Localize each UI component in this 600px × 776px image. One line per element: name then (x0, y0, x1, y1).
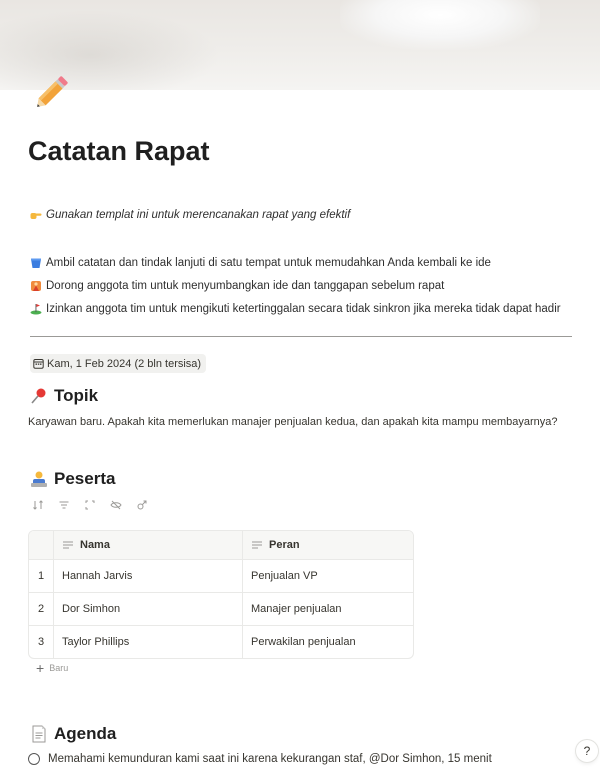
bullet-text: Izinkan anggota tim untuk mengikuti ketertinggalan secara tidak sinkron jika mereka tidak dapat hadir (46, 303, 561, 315)
row-number-header (29, 531, 54, 559)
golf-icon (30, 303, 42, 315)
topic-heading[interactable] (30, 386, 98, 406)
topic-text[interactable]: Karyawan baru. Apakah kita memerlukan manajer penjualan kedua, dan apakah kita mampu membayarnya? (28, 416, 558, 428)
bullet-text: Dorong anggota tim untuk menyumbangkan ide dan tanggapan sebelum rapat (46, 280, 445, 292)
calendar-icon (33, 358, 44, 369)
hide-icon[interactable] (108, 497, 124, 513)
cell-name[interactable]: Taylor Phillips (54, 626, 243, 658)
bullet-text: Ambil catatan dan tindak lanjuti di satu tempat untuk memudahkan Anda kembali ke ide (46, 257, 491, 269)
cell-role[interactable]: Perwakilan penjualan (251, 636, 356, 648)
add-row-label: Baru (49, 663, 69, 673)
help-button[interactable]: ? (576, 740, 598, 762)
person-at-laptop-icon (30, 470, 48, 488)
bullet-item (30, 280, 444, 292)
table-row[interactable] (29, 625, 413, 658)
cover-image (0, 0, 600, 90)
column-header-name[interactable] (54, 531, 243, 559)
agenda-item (28, 753, 492, 765)
row-number: 1 (29, 560, 54, 592)
bullet-item (30, 257, 491, 269)
divider (30, 336, 572, 337)
pointing-hand-icon (30, 209, 42, 221)
intro-callout (30, 209, 350, 221)
todo-checkbox[interactable] (28, 753, 40, 765)
agenda-heading-text: Agenda (54, 724, 117, 743)
row-number: 2 (29, 593, 54, 625)
link-icon[interactable] (134, 497, 150, 513)
page-document-icon (30, 725, 48, 743)
participants-heading[interactable] (30, 469, 115, 489)
expand-icon[interactable] (82, 497, 98, 513)
table-header-row (29, 531, 413, 559)
participants-table (28, 530, 414, 659)
cell-name[interactable]: Dor Simhon (54, 593, 243, 625)
bucket-icon (30, 257, 42, 269)
column-header-label: Peran (269, 539, 300, 551)
date-text: Kam, 1 Feb 2024 (2 bln tersisa) (47, 357, 202, 370)
cover-highlight (340, 0, 540, 50)
participants-heading-text: Peserta (54, 469, 116, 488)
column-header-label: Nama (80, 539, 110, 551)
cell-name[interactable]: Hannah Jarvis (54, 560, 243, 592)
table-row[interactable] (29, 559, 413, 592)
agenda-item-text[interactable]: Memahami kemunduran kami saat ini karena kekurangan staf, @Dor Simhon, 15 menit (48, 753, 492, 765)
agenda-heading[interactable] (30, 724, 116, 744)
page-title[interactable]: Catatan Rapat (28, 136, 210, 166)
intro-text: Gunakan templat ini untuk merencanakan rapat yang efektif (46, 209, 351, 221)
pencil-icon[interactable] (30, 70, 74, 114)
cell-role[interactable]: Penjualan VP (251, 570, 318, 582)
bullet-item (30, 303, 561, 315)
pushpin-icon (30, 387, 48, 405)
dancer-icon (30, 280, 42, 292)
add-row-button[interactable] (36, 660, 68, 676)
plus-icon: + (36, 660, 45, 676)
sort-icon[interactable] (30, 497, 46, 513)
text-lines-icon (62, 540, 74, 550)
column-header-role[interactable] (243, 531, 413, 559)
topic-heading-text: Topik (54, 386, 99, 405)
table-toolbar (30, 497, 150, 513)
filter-icon[interactable] (56, 497, 72, 513)
text-lines-icon (251, 540, 263, 550)
row-number: 3 (29, 626, 54, 658)
date-mention[interactable] (30, 354, 206, 373)
cell-role[interactable]: Manajer penjualan (251, 603, 342, 615)
table-row[interactable] (29, 592, 413, 625)
